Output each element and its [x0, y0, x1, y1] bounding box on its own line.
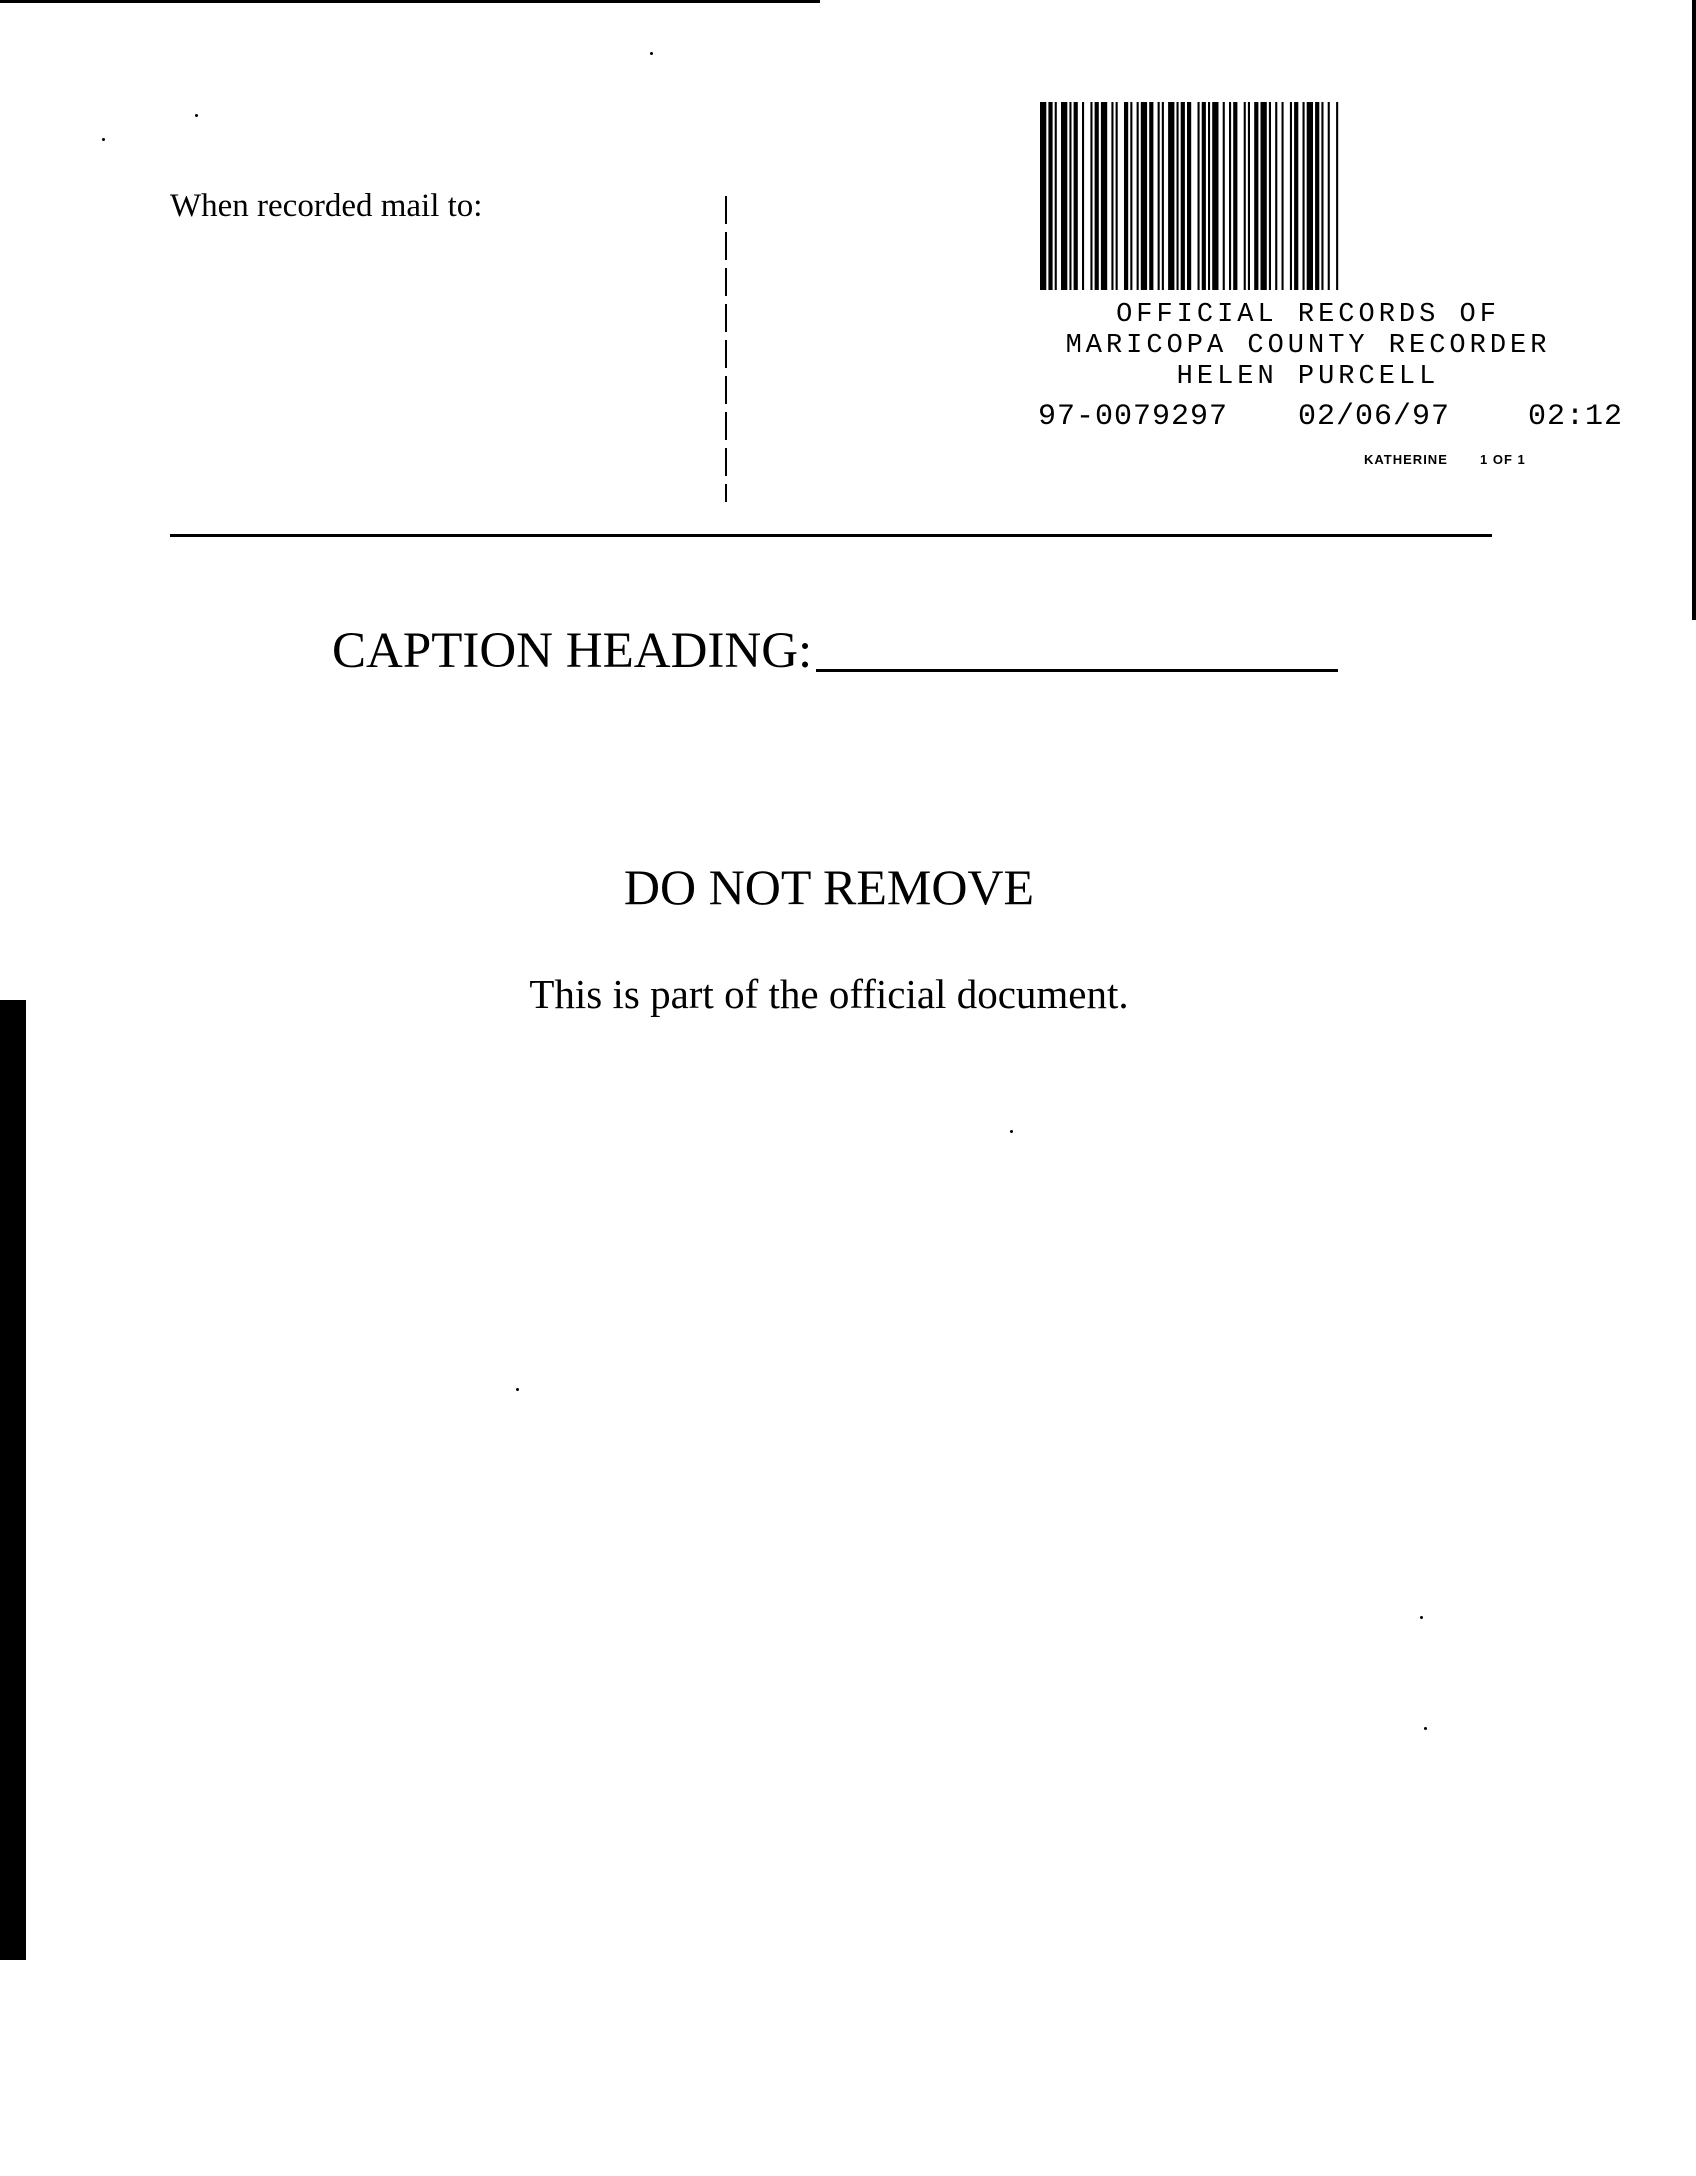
barcode-bar	[1198, 102, 1200, 290]
header-rule	[170, 534, 1492, 537]
barcode-bar	[1212, 102, 1218, 290]
barcode-bar	[1282, 102, 1284, 290]
scan-speck	[1010, 1130, 1013, 1133]
barcode-bar	[1101, 102, 1107, 290]
barcode-bar	[1040, 102, 1046, 290]
barcode-bar	[1055, 102, 1057, 290]
barcode-bar	[1261, 102, 1267, 290]
scan-edge-left	[0, 1000, 26, 1960]
barcode-bar	[1202, 102, 1206, 290]
recorder-line-name: HELEN PURCELL	[1176, 362, 1440, 392]
barcode-bar	[1095, 102, 1099, 290]
recorder-stamp	[1036, 102, 1624, 482]
barcode-bar	[1130, 102, 1132, 290]
barcode-bar	[1336, 102, 1338, 290]
barcode-bar	[1162, 102, 1164, 290]
barcode-bar	[1116, 102, 1118, 290]
barcode-bar	[1244, 102, 1246, 290]
barcode-bar	[1137, 102, 1139, 290]
record-number: 97-0079297	[1038, 400, 1229, 434]
scan-speck	[516, 1388, 519, 1391]
barcode-bar	[1061, 102, 1067, 290]
barcode-bar	[1168, 102, 1174, 290]
barcode-bar	[1187, 102, 1191, 290]
barcode-bar	[1158, 102, 1160, 290]
barcode-bar	[1124, 102, 1128, 290]
notice-title: DO NOT REMOVE	[623, 859, 1035, 915]
notice-text: This is part of the official document.	[529, 971, 1129, 1017]
recorder-line-office: OFFICIAL RECORDS OF	[1116, 300, 1500, 330]
recorder-lines	[1036, 300, 1580, 393]
caption-heading	[332, 622, 1338, 680]
barcode-bar	[1090, 102, 1092, 290]
scan-speck	[1424, 1727, 1427, 1730]
mail-to-label: When recorded mail to:	[170, 188, 483, 224]
barcode-bar	[1208, 102, 1210, 290]
barcode-bar	[1303, 102, 1305, 290]
barcode-bar	[1111, 102, 1113, 290]
scan-speck	[195, 114, 198, 117]
caption-heading-blank	[816, 669, 1338, 672]
barcode-bar	[1069, 102, 1071, 290]
page-count: 1 OF 1	[1480, 452, 1526, 467]
record-time: 02:12	[1528, 400, 1624, 434]
barcode-bar	[1254, 102, 1258, 290]
scan-edge-top	[0, 0, 820, 3]
scan-speck	[1420, 1616, 1423, 1619]
barcode-bar	[1307, 102, 1313, 290]
barcode-bar	[1315, 102, 1319, 290]
barcode-bar	[1082, 102, 1084, 290]
address-divider	[725, 196, 727, 502]
scan-speck	[650, 52, 653, 55]
barcode-bar	[1074, 102, 1078, 290]
barcode-graphic	[1040, 102, 1536, 290]
barcode-bar	[1149, 102, 1153, 290]
barcode-bar	[1141, 102, 1147, 290]
barcode-bar	[1248, 102, 1250, 290]
barcode-bar	[1269, 102, 1271, 290]
barcode-bar	[1177, 102, 1179, 290]
barcode-bar	[1229, 102, 1231, 290]
record-date: 02/06/97	[1298, 400, 1451, 434]
barcode-bar	[1290, 102, 1292, 290]
barcode-bar	[1223, 102, 1225, 290]
barcode-bar	[1048, 102, 1052, 290]
caption-heading-label: CAPTION HEADING:	[332, 623, 813, 679]
clerk-name: KATHERINE	[1364, 452, 1448, 467]
barcode-bar	[1233, 102, 1237, 290]
scan-speck	[102, 138, 105, 141]
barcode-bar	[1294, 102, 1298, 290]
barcode-bar	[1328, 102, 1330, 290]
recorder-line-county: MARICOPA COUNTY RECORDER	[1065, 331, 1551, 361]
barcode-bar	[1181, 102, 1185, 290]
barcode-bar	[1275, 102, 1277, 290]
barcode-bar	[1321, 102, 1323, 290]
scan-edge-right	[1692, 0, 1696, 620]
